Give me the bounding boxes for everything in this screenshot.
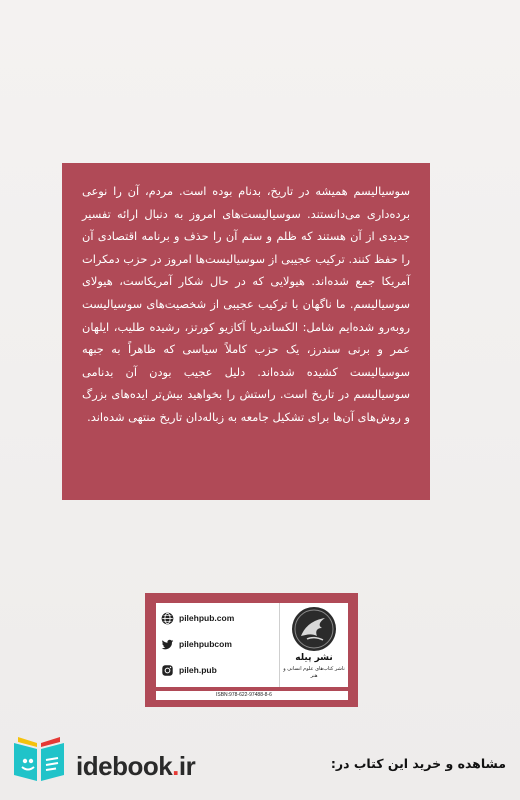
instagram-handle[interactable]: pileh.pub (179, 665, 217, 675)
description-text: سوسیالیسم همیشه در تاریخ، بدنام بوده است. مردم، آن را نوعی برده‌داری می‌دانستند. سوسیالیست‌های امروز به دنبال ارائه تفسیر جدیدی از آن هستند که ظلم و ستم آن را حذف و برنامه اقتصادی آن را حفظ کنند. ترکیب عجیبی از سوسیالیست‌ها امروز در حزب دمکرات آمریکا جمع شده‌اند. هیولایی که در حال شکار آمریکاست، هیولای سوسیالیسم. ما ناگهان با ترکیب عجیبی از شخصیت‌های سوسیالیست روبه‌رو شده‌ایم شامل: الکساندریا آکازیو کورتز، رشیده طلیب، ایلهان عمر و برنی سندرز، یک حزب کاملاً سیاسی که ظاهراً به جبهه سوسیالیست کشیده شده‌اند. دلیل عجیب بودن آن بدنامی سوسیالیسم در تاریخ است. راستش را بخواهید بیش‌تر ایده‌های بزرگ و روش‌های آن‌ها برای تشکیل جامعه به زباله‌دان تاریخ منتهی شده‌اند. (82, 184, 410, 424)
publisher-card (156, 603, 348, 687)
instagram-icon (161, 664, 174, 677)
publisher-logo-icon (291, 606, 337, 652)
brand-dot: . (172, 751, 179, 781)
brand-main: idebook (76, 751, 173, 781)
publisher-logo-area (279, 603, 348, 687)
watermark-bar[interactable] (0, 730, 520, 800)
twitter-icon (161, 638, 174, 651)
site-brand[interactable] (76, 751, 195, 782)
publisher-box (145, 593, 358, 707)
book-logo-icon (10, 733, 68, 785)
brand-tld: ir (178, 751, 196, 781)
publisher-name: نشر پیله (295, 653, 333, 663)
website-link[interactable]: pilehpub.com (179, 613, 235, 623)
purchase-caption: مشاهده و خرید این کتاب در: (330, 756, 506, 771)
isbn-label: ISBN:978-622-97488-8-6 (156, 691, 348, 700)
publisher-subtitle: ناشر کتاب‌های علوم انسانی و هنر (283, 666, 345, 679)
description-panel (62, 163, 430, 500)
twitter-handle[interactable]: pilehpubcom (179, 639, 232, 649)
twitter-row[interactable] (161, 635, 232, 653)
globe-icon (161, 612, 174, 625)
instagram-row[interactable] (161, 661, 217, 679)
website-row[interactable] (161, 609, 234, 627)
